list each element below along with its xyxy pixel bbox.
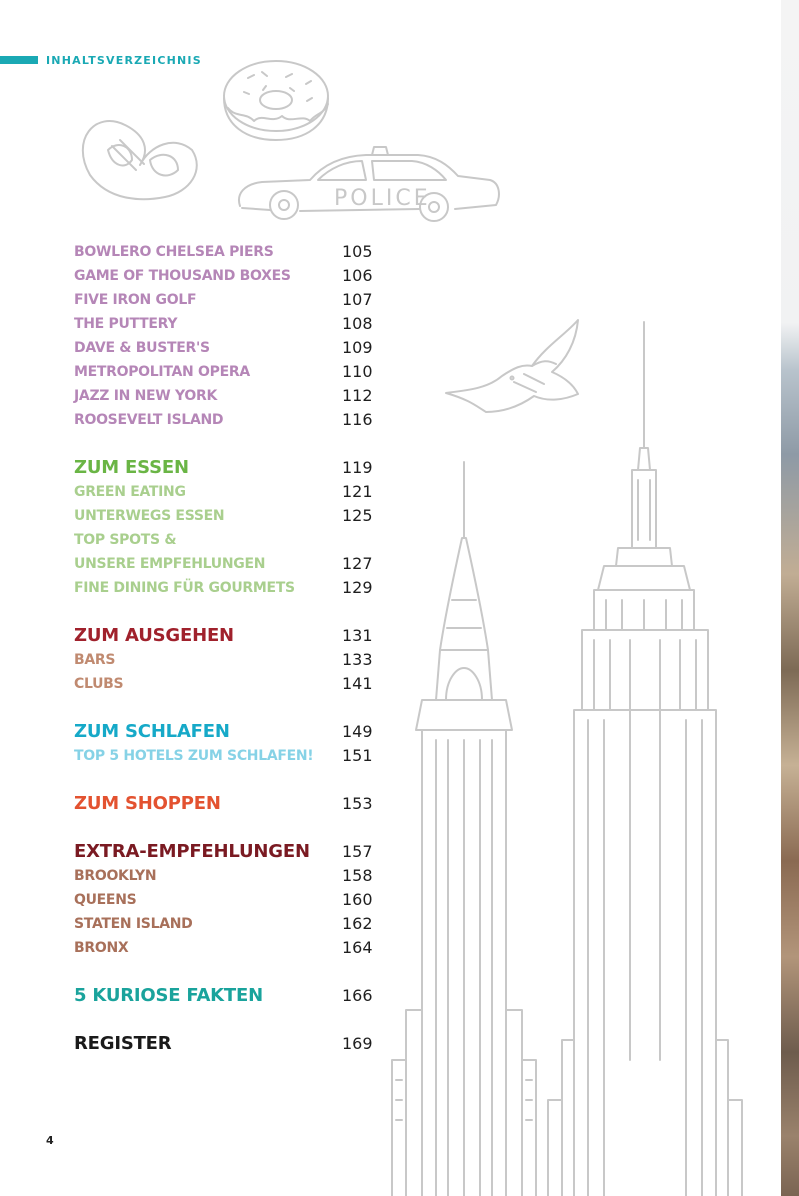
toc-entry-label: BROOKLYN <box>74 868 157 884</box>
toc-entry[interactable] <box>74 672 384 696</box>
toc-entry-label: TOP 5 HOTELS ZUM SCHLAFEN! <box>74 748 314 764</box>
toc-section-page: 153 <box>342 794 373 813</box>
toc-entry-page: 116 <box>342 410 373 429</box>
toc-section-page: 169 <box>342 1034 373 1053</box>
toc-entry-label: BARS <box>74 652 116 668</box>
toc-entry[interactable] <box>74 480 384 504</box>
toc-entry-page: 127 <box>342 554 373 573</box>
toc-entry-page: 107 <box>342 290 373 309</box>
toc-entry[interactable] <box>74 312 384 336</box>
toc-section-schlafen[interactable] <box>74 720 384 744</box>
toc-entry-page: 108 <box>342 314 373 333</box>
toc-entry-label: DAVE & BUSTER'S <box>74 340 210 356</box>
toc-entry[interactable] <box>74 936 384 960</box>
toc-section-label: ZUM AUSGEHEN <box>74 625 234 646</box>
toc-entry-label: GAME OF THOUSAND BOXES <box>74 268 291 284</box>
toc-entry-page: 125 <box>342 506 373 525</box>
toc-section-extra[interactable] <box>74 840 384 864</box>
toc-entry-page: 110 <box>342 362 373 381</box>
toc-entry-label: FIVE IRON GOLF <box>74 292 197 308</box>
toc-entry-page: 109 <box>342 338 373 357</box>
toc-section-label: ZUM SCHLAFEN <box>74 721 230 742</box>
chrysler-building-icon <box>392 462 536 1196</box>
toc-entry-label: FINE DINING FÜR GOURMETS <box>74 580 295 596</box>
section-spacer <box>74 432 384 456</box>
section-spacer <box>74 696 384 720</box>
toc-entry[interactable] <box>74 576 384 600</box>
toc-entry[interactable] <box>74 264 384 288</box>
toc-entry-page: 162 <box>342 914 373 933</box>
toc-entry[interactable] <box>74 912 384 936</box>
toc-section-page: 119 <box>342 458 373 477</box>
toc-entry-label: METROPOLITAN OPERA <box>74 364 250 380</box>
toc-entry-label: QUEENS <box>74 892 137 908</box>
toc-section-register[interactable] <box>74 1032 384 1056</box>
toc-entry-label: BOWLERO CHELSEA PIERS <box>74 244 274 260</box>
toc-entry-label: CLUBS <box>74 676 124 692</box>
dove-icon <box>446 320 578 412</box>
toc-entry[interactable] <box>74 888 384 912</box>
toc-entry-page: 151 <box>342 746 373 765</box>
toc-entry-page: 141 <box>342 674 373 693</box>
toc-entry[interactable] <box>74 744 384 768</box>
toc-entry[interactable] <box>74 336 384 360</box>
toc-section-label: EXTRA-EMPFEHLUNGEN <box>74 841 310 862</box>
toc-section-ausgehen[interactable] <box>74 624 384 648</box>
toc-section-label: ZUM SHOPPEN <box>74 793 221 814</box>
toc-entry[interactable] <box>74 408 384 432</box>
toc-entry-page: 158 <box>342 866 373 885</box>
toc-entry-page: 164 <box>342 938 373 957</box>
toc-entry-page: 129 <box>342 578 373 597</box>
toc-entry-page: 106 <box>342 266 373 285</box>
toc-entry[interactable] <box>74 384 384 408</box>
toc-entry-label: UNSERE EMPFEHLUNGEN <box>74 556 266 572</box>
toc-entry-label: GREEN EATING <box>74 484 186 500</box>
toc-entry-page: 133 <box>342 650 373 669</box>
toc-entry-label: THE PUTTERY <box>74 316 178 332</box>
toc-section-page: 131 <box>342 626 373 645</box>
table-of-contents <box>74 240 384 1056</box>
toc-entry-page: 105 <box>342 242 373 261</box>
toc-entry[interactable] <box>74 864 384 888</box>
toc-entry[interactable] <box>74 360 384 384</box>
police-car-text: POLICE <box>334 186 431 211</box>
toc-section-page: 149 <box>342 722 373 741</box>
section-spacer <box>74 960 384 984</box>
toc-entry[interactable] <box>74 288 384 312</box>
toc-section-label: 5 KURIOSE FAKTEN <box>74 985 263 1006</box>
toc-entry-label: UNTERWEGS ESSEN <box>74 508 225 524</box>
toc-entry-label: TOP SPOTS & <box>74 532 177 548</box>
toc-entry-label: STATEN ISLAND <box>74 916 193 932</box>
toc-entry[interactable] <box>74 528 384 552</box>
section-spacer <box>74 816 384 840</box>
toc-section-label: ZUM ESSEN <box>74 457 189 478</box>
toc-section-fakten[interactable] <box>74 984 384 1008</box>
page-title: INHALTSVERZEICHNIS <box>46 54 202 67</box>
toc-entry-label: JAZZ IN NEW YORK <box>74 388 217 404</box>
toc-section-label: REGISTER <box>74 1033 172 1054</box>
donut-icon <box>224 61 328 140</box>
toc-section-page: 157 <box>342 842 373 861</box>
section-spacer <box>74 1008 384 1032</box>
toc-entry-page: 121 <box>342 482 373 501</box>
pretzel-icon <box>83 121 197 199</box>
toc-entry-label: BRONX <box>74 940 129 956</box>
toc-section-shoppen[interactable] <box>74 792 384 816</box>
page-number: 4 <box>46 1134 54 1147</box>
toc-section-essen[interactable] <box>74 456 384 480</box>
toc-entry[interactable] <box>74 240 384 264</box>
toc-entry-page: 160 <box>342 890 373 909</box>
toc-entry-page: 112 <box>342 386 373 405</box>
empire-state-building-icon <box>548 322 742 1196</box>
toc-entry[interactable] <box>74 504 384 528</box>
toc-section-page: 166 <box>342 986 373 1005</box>
toc-entry[interactable] <box>74 552 384 576</box>
section-spacer <box>74 768 384 792</box>
section-spacer <box>74 600 384 624</box>
toc-entry[interactable] <box>74 648 384 672</box>
toc-entry-label: ROOSEVELT ISLAND <box>74 412 224 428</box>
